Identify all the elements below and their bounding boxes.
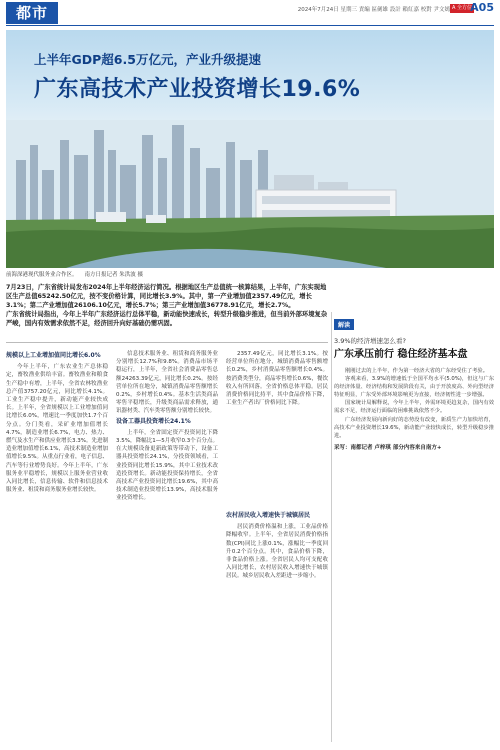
- body-text: 居民消费价格温和上涨，工业品价格降幅收窄。上半年，全省居民消费价格指数(CPI)同比上涨0.1%，涨幅比一季度回升0.2个百分点。其中，食品价格下降，非食品价格上涨。全省居民人均可支配收入同比增长，农村居民收入增速快于城镇居民。城乡居民收入差距进一步缩小。: [226, 524, 328, 580]
- sidebar-body: [334, 367, 494, 440]
- caption-text: 前海深港现代服务业合作区。: [6, 272, 78, 278]
- subhead-income: 农村居民收入增速快于城镇居民: [226, 512, 311, 519]
- headline: 广东高技术产业投资增长19.6%: [34, 77, 361, 102]
- body-text: 今年上半年，广东农业生产总体稳定，畜牧渔业供给丰富。畜牧渔业和粮食生产稳中有增，上半年，全省农林牧渔业总产值3757.20亿元，同比增长4.1%。工业生产稳中提升，新动能产业较快成长。上半年，全省规模以上工业增加值同比增长6.0%，增速比一季度加快1.7个百分点。分门类看，采矿业增加值增长4.7%，制造业增长6.7%，电力、热力、燃气及水生产和供应业增长3.3%。先进制造业增加值增长6.1%，高技术制造业增加值增长9.5%。从重点行业看，电子信息、汽车等行业增势良好。今年上半年，广东服务业平稳增长，规模以上服务业营业收入同比增长，信息传输、软件和信息技术服务业、租赁和商务服务业增长较快。: [6, 364, 108, 494]
- article-column-2: [116, 350, 218, 503]
- sidebar-paragraph: 广东经济发展向新向好的态势没有改变，新质生产力加快培育，高技术产业投资增长19.6%，新动能产业较快成长，转型升级稳步推进。: [334, 416, 494, 439]
- page-header: [0, 0, 500, 26]
- date-editor-meta: 2024年7月24日 星期三 責編 區劍雄 設計 賴紅嘉 校對 尹文嫣: [297, 7, 450, 13]
- sidebar-kicker: 3.9%的经济增速怎么看?: [334, 337, 406, 345]
- subheadline: 上半年GDP超6.5万亿元，产业升级提速: [34, 52, 261, 67]
- sidebar-tag: 解读: [334, 319, 354, 330]
- lead-text-2: 广东省统计局指出，今年上半年广东经济运行总体平稳，新动能快速成长，转型升级稳步推进，但当前外部环境复杂严峻，国内有效需求依然不足，经济回升向好基础仍需巩固。: [6, 311, 328, 327]
- sidebar-paragraph: 国家统计局解释说，今年上半年，外需环境更趋复杂，国内有效需求不足，经济运行面临的困难挑战依然不少。: [334, 400, 494, 415]
- lead-text: 7月23日，广东省统计局发布2024年上半年经济运行简况。根据地区生产总值统一核算结果，上半年，广东实现地区生产总值65242.50亿元，按不变价格计算，同比增长3.9%。其中，第一产业增加值2357.49亿元，增长3.1%；第二产业增加值26106.10亿元，增长5.7%；第三产业增加值36778.91亿元，增长2.7%。: [6, 284, 327, 309]
- divider: [6, 342, 328, 343]
- sidebar-title: 广东承压前行 稳住经济基本盘: [334, 349, 468, 360]
- hero-photo: [6, 30, 494, 268]
- section-tag: 都市: [6, 2, 58, 24]
- body-text: 2357.49亿元，同比增长3.1%。按经营单位所在地分，城镇消费品零售额增长0.2%，乡村消费品零售额增长0.4%。按消费类型分，商品零售增长0.6%，餐饮收入有所回落。全省价格总体平稳。居民消费价格同比持平，其中食品价格下降，工业生产者出厂价格同比下降。: [226, 351, 328, 407]
- page-number: A05: [470, 1, 494, 14]
- article-column-1: [6, 350, 108, 494]
- column-tag: A 全方位: [451, 5, 472, 11]
- subhead-industry: 规模以上工业增加值同比增长6.0%: [6, 352, 101, 359]
- sidebar-paragraph: 刚刚过去的上半年，作为第一经济大省的广东经受住了考验。: [345, 368, 489, 374]
- photo-caption: [6, 270, 143, 278]
- sidebar-paragraph: 客观来看，3.9%的增速低于全国平均水平(5.0%)，但这与广东的经济体量、经济结构和发展阶段有关，由于开放度高、外向型经济特征明显，广东受外部环境影响更为直接，经济韧性进一步增强。: [334, 376, 494, 399]
- analysis-sidebar: [334, 312, 494, 452]
- city-skyline-image: [6, 120, 494, 268]
- column-divider: [331, 312, 332, 742]
- body-text: 上半年，全省固定资产投资同比下降3.5%，降幅比1—5月收窄0.3个百分点。在大规模设备更新政策等带动下，设备工器具投资增长24.1%，分投资领域看，工业投资同比增长15.9%，其中工业技术改造投资增长。新动能投资保持增长，全省高技术产业投资同比增长19.6%，其中高技术制造业投资增长13.9%，高技术服务业投资增长。: [116, 429, 218, 502]
- body-text: 信息技术服务业、租赁和商务服务业分别增长12.7%和9.8%。消费品市场平稳运行，上半年，全省社会消费品零售总额24263.39亿元，同比增长0.2%。按经营单位所在地分，城镇消费品零售额增长0.2%，乡村增长0.4%。基本生活类商品零售平稳增长，升级类商品需求释放，通讯器材类、汽车类零售额分别增长较快。: [116, 351, 218, 415]
- header-rule: [6, 25, 494, 26]
- article-column-3: [226, 350, 328, 581]
- photo-credit: 南方日报记者 朱洪波 摄: [84, 272, 144, 278]
- sidebar-byline: 采写：南都记者 卢梓琪 部分内容来自南方+: [334, 444, 442, 451]
- lead-paragraph: [6, 283, 328, 328]
- subhead-investment: 设备工器具投资增长24.1%: [116, 417, 191, 425]
